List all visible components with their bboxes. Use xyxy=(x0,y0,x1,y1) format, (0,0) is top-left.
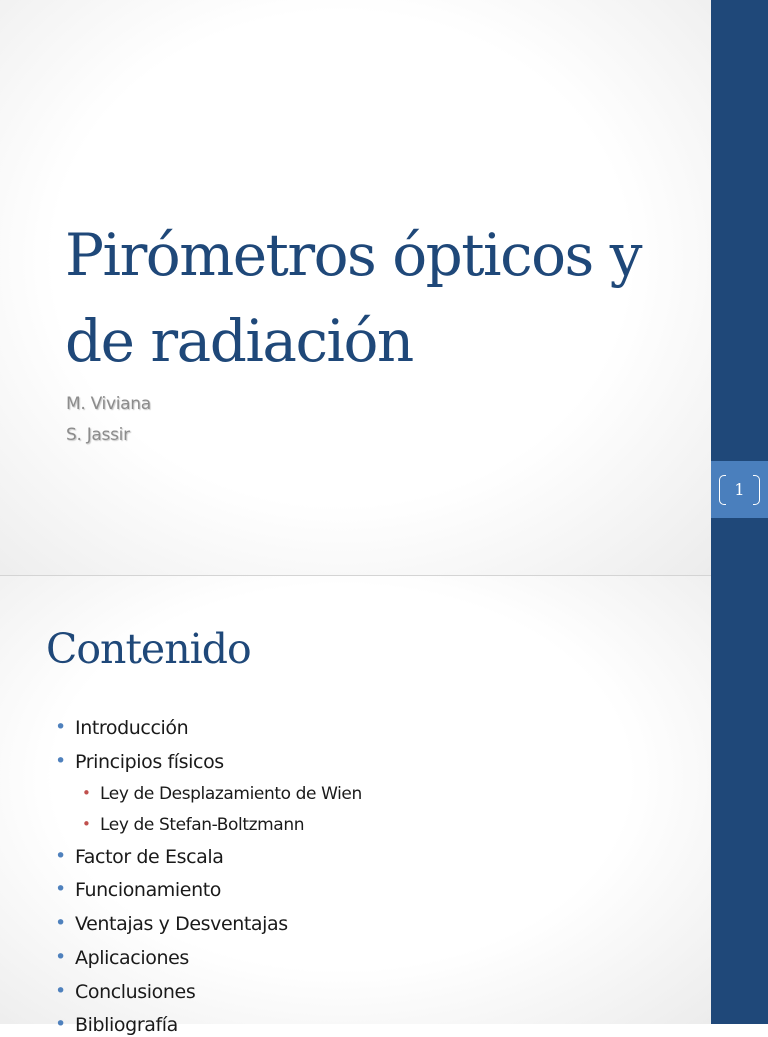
bullet-icon: • xyxy=(55,716,66,738)
list-item xyxy=(55,878,222,902)
bullet-icon: • xyxy=(82,815,91,833)
list-item-label: Principios físicos xyxy=(75,751,224,773)
author-list xyxy=(66,389,151,451)
slide-number-badge xyxy=(711,461,768,518)
list-item xyxy=(82,783,362,805)
title-line-2: de radiación xyxy=(65,307,413,375)
title-line-1: Pirómetros ópticos y xyxy=(65,221,641,289)
list-item xyxy=(55,946,189,970)
list-item-label: Ventajas y Desventajas xyxy=(75,913,288,935)
list-item-label: Funcionamiento xyxy=(75,879,222,901)
bullet-icon: • xyxy=(55,912,66,934)
list-item xyxy=(55,1013,178,1037)
list-item xyxy=(82,814,305,836)
list-item-label: Factor de Escala xyxy=(75,846,224,868)
list-item xyxy=(55,912,288,936)
bullet-icon: • xyxy=(55,946,66,968)
list-item xyxy=(55,716,189,740)
list-item xyxy=(55,750,224,774)
author-name: M. Viviana xyxy=(66,394,151,414)
bullet-icon: • xyxy=(55,878,66,900)
list-item-label: Aplicaciones xyxy=(75,947,189,969)
list-item-label: Introducción xyxy=(75,717,189,739)
bullet-icon: • xyxy=(55,845,66,867)
right-brace-icon xyxy=(753,475,760,505)
bullet-icon: • xyxy=(55,750,66,772)
bullet-icon: • xyxy=(55,980,66,1002)
list-item-label: Ley de Desplazamiento de Wien xyxy=(100,784,362,804)
slide-title xyxy=(65,212,705,384)
bullet-icon: • xyxy=(82,784,91,802)
bullet-icon: • xyxy=(55,1013,66,1035)
list-item-label: Conclusiones xyxy=(75,981,196,1003)
list-item xyxy=(55,980,196,1004)
list-item-label: Ley de Stefan-Boltzmann xyxy=(100,815,305,835)
contents-heading: Contenido xyxy=(46,625,251,673)
author-name: S. Jassir xyxy=(66,425,130,445)
list-item xyxy=(55,845,224,869)
list-item-label: Bibliografía xyxy=(75,1014,178,1036)
slide-number: 1 xyxy=(734,480,745,499)
